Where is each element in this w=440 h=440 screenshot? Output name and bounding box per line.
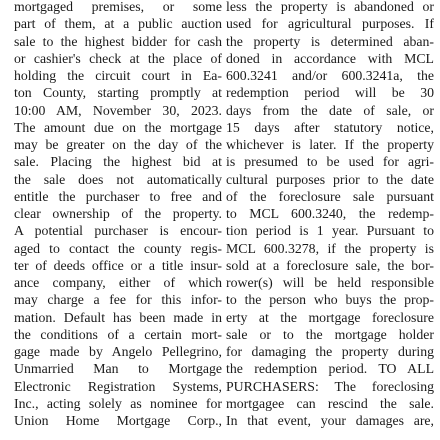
- notice-text-line: the conditions of a certain mort-: [14, 326, 222, 342]
- notice-text-line: the sale does not automatically: [14, 171, 222, 187]
- notice-text-line: A potential purchaser is encour-: [14, 223, 222, 239]
- notice-text-line: rower(s) will be held responsible: [226, 275, 434, 290]
- notice-text-line: erty at the mortgage foreclosure: [226, 309, 434, 325]
- notice-text-line: used for agricultural purposes. If: [226, 16, 434, 32]
- notice-text-line: PURCHASERS: The foreclosing: [226, 378, 434, 394]
- notice-text-line: the property is determined aban-: [226, 33, 434, 49]
- notice-text-line: for damaging the property during: [226, 344, 434, 359]
- notice-text-line: Inc., acting solely as nominee for: [14, 395, 222, 411]
- notice-text-line: ter of deeds office or a title insur-: [14, 257, 222, 273]
- notice-text-line: The amount due on the mortgage: [14, 119, 222, 135]
- notice-text-line: sale to the highest bidder for cash: [14, 33, 222, 49]
- notice-text-line: of the foreclosure sale pursuant: [226, 188, 434, 204]
- notice-text-line: part of them, at a public auction: [14, 16, 222, 32]
- notice-text-line: sale. Placing the highest bid at: [14, 154, 222, 170]
- notice-text-line: or cashier's check at the place of: [14, 50, 222, 66]
- notice-text-line: entitle the purchaser to free and: [14, 188, 222, 204]
- notice-text-line: redemption period will be 30: [226, 85, 434, 101]
- notice-left-column: [14, 0, 222, 429]
- notice-text-line: 15 days after statutory notice,: [226, 119, 434, 135]
- notice-text-line: In that event, your damages are,: [226, 413, 434, 428]
- notice-text-line: doned in accordance with MCL: [226, 50, 434, 66]
- notice-text-line: to MCL 600.3240, the redemp-: [226, 206, 434, 221]
- column-gutter: [219, 0, 220, 440]
- notice-text-line: sale or to the mortgage holder: [226, 326, 434, 342]
- notice-text-line: clear ownership of the property.: [14, 206, 222, 221]
- notice-text-line: mation. Default has been made in: [14, 309, 222, 325]
- notice-text-line: Unmarried Man to Mortgage: [14, 361, 222, 377]
- notice-text-line: MCL 600.3278, if the property is: [226, 240, 434, 256]
- notice-text-line: less the property is abandoned or: [226, 0, 434, 14]
- notice-text-line: may charge a fee for this infor-: [14, 292, 222, 308]
- notice-text-line: the redemption period. TO ALL: [226, 361, 434, 377]
- notice-text-line: holding the circuit court in Ea-: [14, 68, 222, 83]
- notice-text-line: ton County, starting promptly at: [14, 85, 222, 101]
- notice-text-line: is presumed to be used for agri-: [226, 154, 434, 170]
- notice-text-line: 600.3241 and/or 600.3241a, the: [226, 68, 434, 83]
- notice-text-line: mortgagee can rescind the sale.: [226, 395, 434, 411]
- notice-text-line: mortgaged premises, or some: [14, 0, 222, 14]
- notice-text-line: tion period is 1 year. Pursuant to: [226, 223, 434, 239]
- notice-text-line: aged to contact the county regis-: [14, 240, 222, 256]
- notice-text-line: days from the date of sale, or: [226, 102, 434, 118]
- notice-text-line: ance company, either of which: [14, 275, 222, 290]
- notice-text-line: Electronic Registration Systems,: [14, 378, 222, 394]
- notice-text-line: to the person who buys the prop-: [226, 292, 434, 308]
- notice-text-line: Union Home Mortgage Corp.,: [14, 413, 222, 428]
- notice-right-column: [226, 0, 434, 429]
- notice-text-line: may be greater on the day of the: [14, 137, 222, 152]
- notice-text-line: sold at a foreclosure sale, the bor-: [226, 257, 434, 273]
- notice-text-line: 10:00 AM, November 30, 2023.: [14, 102, 222, 118]
- notice-text-line: gage made by Angelo Pellegrino,: [14, 344, 222, 359]
- notice-text-line: cultural purposes prior to the date: [226, 171, 434, 187]
- notice-text-line: whichever is later. If the property: [226, 137, 434, 152]
